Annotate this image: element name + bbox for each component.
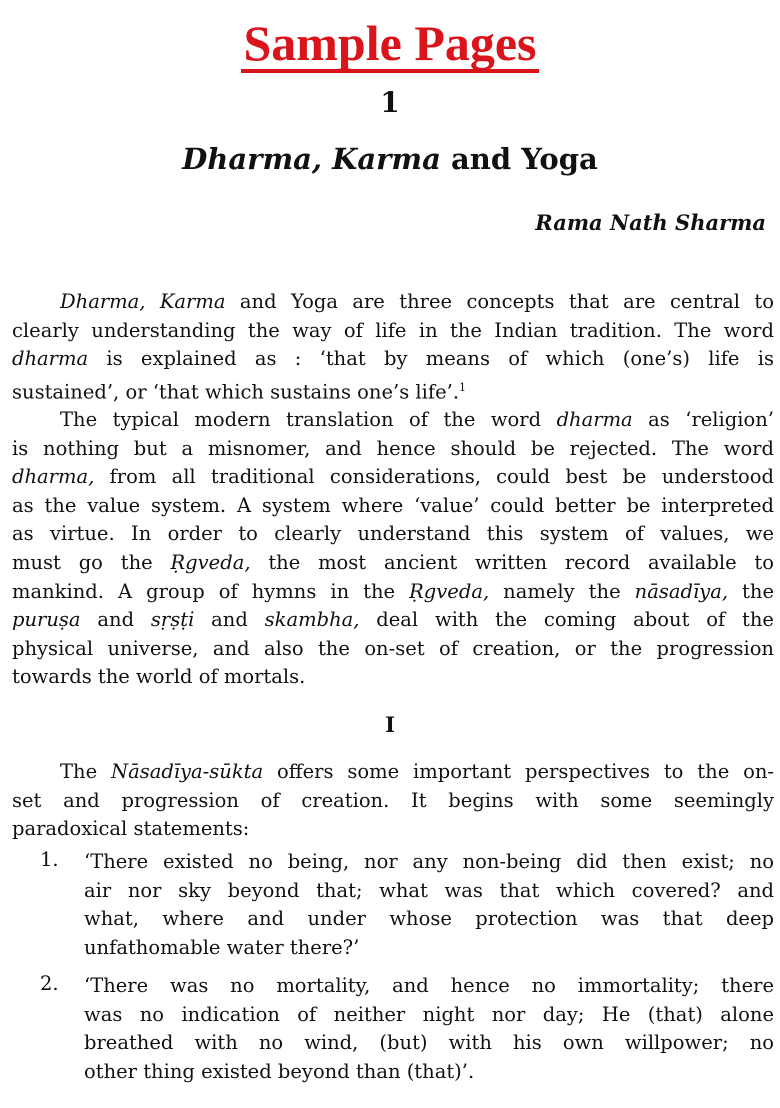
text-line: [12, 934, 774, 963]
text-line: [12, 815, 774, 844]
text-run: towards the world of mortals.: [12, 665, 306, 689]
text-line: [12, 1001, 774, 1030]
text-run: the most ancient written record available to: [250, 550, 774, 574]
text-run: unfathomable water there?’: [84, 935, 360, 959]
text-line: [12, 520, 774, 549]
italic-term: Ṛgveda,: [409, 579, 490, 603]
title-text: Sample Pages: [243, 15, 537, 71]
text-run: mankind. A group of hymns in the: [12, 579, 410, 603]
text-run: and: [194, 608, 265, 632]
text-run: as ‘religion’: [632, 408, 775, 431]
text-run: other thing existed beyond than (that)’.: [84, 1059, 475, 1083]
text-line: [12, 549, 774, 578]
text-run: must go the: [12, 550, 171, 574]
italic-term: sṛṣṭi: [150, 608, 195, 632]
text-run: and Yoga are three concepts that are central to: [225, 290, 774, 313]
text-line: [12, 492, 774, 521]
text-run: physical universe, and also the on-set of creation, or the progression: [12, 636, 774, 660]
text-run: is explained as : ‘that by means of which (one’s) life is: [88, 347, 774, 371]
text-line: [12, 663, 774, 692]
text-run: ‘There was no mortality, and hence no immortality; there: [84, 974, 774, 997]
text-line: [12, 317, 774, 346]
italic-term: nāsadīya,: [634, 579, 729, 603]
text-line: [12, 758, 774, 787]
text-line: [12, 406, 774, 435]
text-line: [12, 1029, 774, 1058]
text-line: [12, 905, 774, 934]
text-run: paradoxical statements:: [12, 817, 250, 841]
italic-term: puruṣa: [12, 608, 81, 632]
text-run: the: [728, 579, 774, 603]
text-line: [12, 635, 774, 664]
text-line: [12, 288, 774, 317]
list-number: 1.: [40, 848, 59, 871]
list-item: [12, 848, 774, 962]
italic-term: Ṛgveda,: [170, 550, 251, 574]
italic-term: dharma: [12, 347, 89, 371]
section-number: I: [385, 712, 395, 737]
italic-term: skambha,: [264, 608, 360, 632]
text-line: [12, 345, 774, 374]
text-run: namely the: [489, 579, 635, 603]
chapter-heading: [0, 142, 780, 176]
italic-term: dharma: [556, 408, 633, 431]
italic-term: dharma,: [12, 465, 95, 489]
text-run: as the value system. A system where ‘value’ could better be interpreted: [12, 493, 774, 517]
text-run: sustained’, or ‘that which sustains one’s life’.: [12, 380, 460, 404]
sample-pages-title: [0, 14, 780, 73]
text-run: is nothing but a misnomer, and hence should be rejected. The word: [12, 436, 774, 460]
text-line: [12, 787, 774, 816]
text-line: [12, 972, 774, 1001]
text-run: deal with the coming about of the: [359, 608, 774, 632]
list-item: [12, 972, 774, 1086]
paragraph: [12, 288, 774, 402]
author-name: Rama Nath Sharma: [535, 210, 766, 235]
heading-italic: Dharma, Karma: [182, 142, 441, 176]
text-run: set and progression of creation. It begins with some seemingly: [12, 788, 774, 812]
list-number: 2.: [40, 972, 59, 995]
text-line: [12, 877, 774, 906]
text-run: as virtue. In order to clearly understand this system of values, we: [12, 522, 774, 546]
italic-term: Dharma, Karma: [60, 290, 226, 313]
text-line: [12, 435, 774, 464]
heading-roman: and Yoga: [440, 142, 598, 176]
text-run: from all traditional considerations, could best be understood: [94, 465, 774, 489]
text-run: The typical modern translation of the word: [60, 408, 557, 431]
text-run: clearly understanding the way of life in the Indian tradition. The word: [12, 318, 774, 342]
paragraph: [12, 758, 774, 844]
text-line: [12, 606, 774, 635]
text-run: what, where and under whose protection was that deep: [84, 907, 774, 931]
chapter-number: 1: [380, 86, 400, 119]
text-line: [12, 848, 774, 877]
text-run: air nor sky beyond that; what was that which covered? and: [84, 878, 774, 902]
text-line: [12, 1058, 774, 1087]
italic-term: Nāsadīya-sūkta: [111, 760, 264, 783]
paragraph: [12, 406, 774, 692]
footnote-ref[interactable]: 1: [459, 380, 467, 394]
text-line: [12, 578, 774, 607]
text-line: [12, 374, 774, 403]
text-run: offers some important perspectives to the on-: [263, 760, 774, 783]
text-run: ‘There existed no being, nor any non-being did then exist; no: [84, 850, 774, 873]
text-run: and: [80, 608, 151, 632]
text-run: The: [60, 760, 111, 783]
text-run: was no indication of neither night nor day; He (that) alone: [84, 1002, 774, 1026]
text-line: [12, 463, 774, 492]
text-run: breathed with no wind, (but) with his own willpower; no: [84, 1031, 774, 1055]
